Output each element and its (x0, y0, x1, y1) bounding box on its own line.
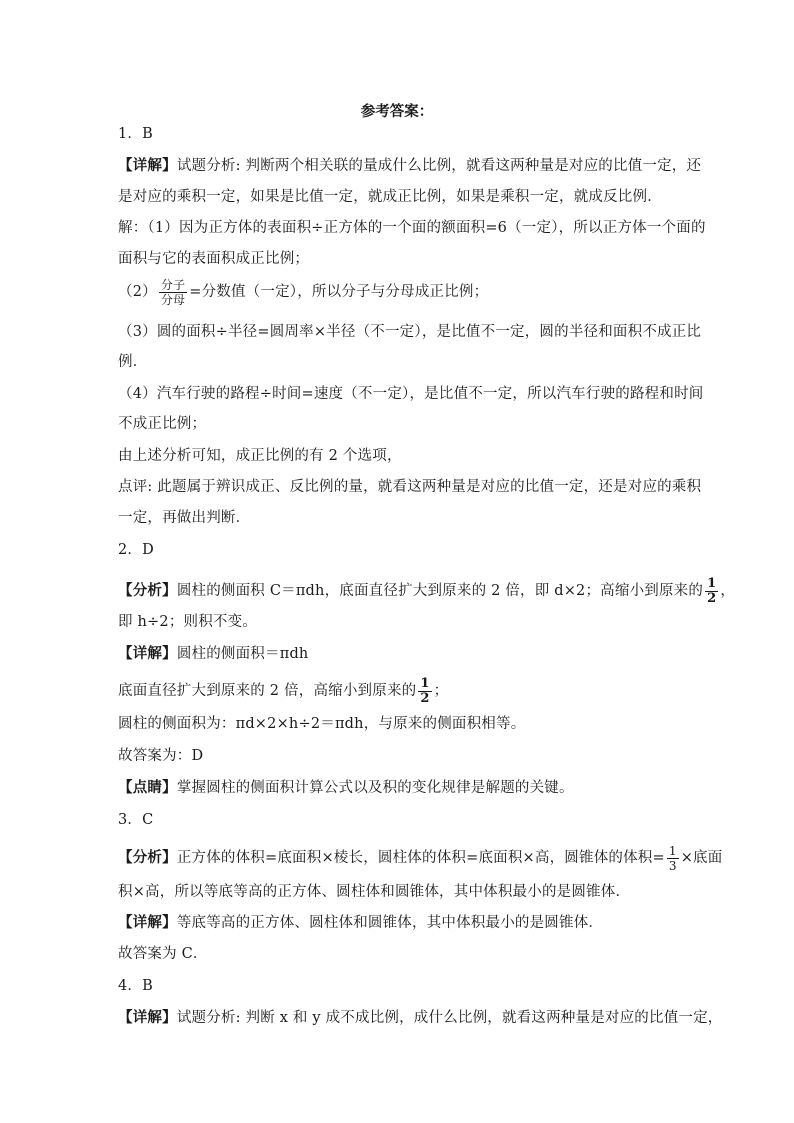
q2-conclusion: 故答案为：D (118, 748, 204, 764)
fraction (418, 677, 431, 706)
q1-comment-line-1: 点评: 此题属于辨识成正、反比例的量，就看这两种量是对应的比值一定，还是对应的乘积 (118, 479, 702, 495)
q1-answer: 1．B (118, 126, 153, 142)
denominator: 2 (707, 590, 717, 606)
text: ， (720, 583, 736, 599)
text: 试题分析: 判断 x 和 y 成不成比例，成什么比例，就看这两种量是对应的比值一定， (176, 1010, 723, 1026)
q2-answer: 2．D (118, 542, 154, 558)
detail-tag: 【详解】 (118, 645, 177, 662)
q1-summary: 由上述分析可知，成正比例的有 2 个选项， (118, 448, 402, 464)
text: （2） (118, 284, 157, 300)
page-title: 参考答案： (360, 103, 434, 120)
detail-tag: 【详解】 (118, 914, 177, 931)
numerator: 1 (420, 675, 430, 691)
tip-tag: 【点睛】 (118, 779, 177, 796)
q1-part-3-line-1: （3）圆的面积÷半径=圆周率×半径（不一定），是比值不一定，圆的半径和面积不成正比 (118, 324, 702, 340)
denominator: 3 (668, 858, 677, 873)
numerator: 分子 (160, 277, 186, 292)
q3-detail (118, 913, 688, 933)
q3-conclusion: 故答案为 C． (118, 946, 208, 962)
analysis-tag: 【分析】 (118, 582, 177, 599)
text: 底面直径扩大到原来的 2 倍，高缩小到原来的 (118, 683, 417, 699)
text: 圆柱的侧面积＝πdh (176, 646, 309, 662)
text: 圆柱的侧面积 C＝πdh，底面直径扩大到原来的 2 倍，即 d×2；高缩小到原来的 (176, 583, 704, 599)
q2-analysis-line-2: 即 h÷2；则积不变。 (118, 614, 258, 630)
q1-detail-line-2: 是对应的乘积一定，如果是比值一定，就成正比例，如果是乘积一定，就成反比例． (118, 189, 662, 205)
q2-detail-line-1 (118, 644, 688, 664)
text: ； (433, 683, 449, 699)
fraction (159, 278, 187, 307)
text: ×底面 (680, 850, 723, 866)
q1-part-3-line-2: 例． (118, 354, 148, 370)
numerator: 1 (707, 575, 717, 591)
q2-detail-line-3: 圆柱的侧面积为：πd×2×h÷2＝πdh，与原来的侧面积相等。 (118, 716, 526, 732)
text: 掌握圆柱的侧面积计算公式以及积的变化规律是解题的关键。 (176, 780, 574, 796)
fraction (705, 577, 718, 606)
q1-part-2 (118, 274, 688, 310)
analysis-tag: 【分析】 (118, 849, 177, 866)
q2-tip (118, 778, 688, 798)
q1-solution-line-2: 面积与它的表面积成正比例； (118, 251, 310, 267)
q2-analysis-line-1 (118, 574, 736, 608)
fraction (667, 844, 679, 873)
detail-tag: 【详解】 (118, 157, 177, 174)
text: 试题分析: 判断两个相关联的量成什么比例，就看这两种量是对应的比值一定，还 (176, 158, 702, 174)
denominator: 2 (420, 690, 430, 706)
detail-tag: 【详解】 (118, 1009, 177, 1026)
q3-analysis-line-2: 积×高，所以等底等高的正方体、圆柱体和圆锥体，其中体积最小的是圆锥体． (118, 884, 631, 900)
q1-part-4-line-1: （4）汽车行驶的路程÷时间=速度（不一定），是比值不一定，所以汽车行驶的路程和时间 (118, 386, 704, 402)
q4-answer: 4．B (118, 978, 153, 994)
text: 等底等高的正方体、圆柱体和圆锥体，其中体积最小的是圆锥体． (176, 915, 604, 931)
q3-answer: 3．C (118, 812, 154, 828)
q2-detail-line-2 (118, 674, 688, 708)
q1-detail-line-1 (118, 156, 702, 176)
text: 正方体的体积=底面积×棱长，圆柱体的体积=底面积×高，圆锥体的体积= (176, 850, 665, 866)
q1-solution-line-1: 解：（1）因为正方体的表面积÷正方体的一个面的额面积=6（一定），所以正方体一个面的 (118, 220, 706, 236)
q1-part-4-line-2: 不成正比例； (118, 416, 207, 432)
text: =分数值（一定），所以分子与分母成正比例； (189, 284, 489, 300)
q1-comment-line-2: 一定，再做出判断． (118, 510, 251, 526)
numerator: 1 (668, 843, 677, 858)
q4-detail-line-1 (118, 1008, 723, 1028)
denominator: 分母 (160, 292, 186, 307)
q3-analysis-line-1 (118, 840, 723, 876)
